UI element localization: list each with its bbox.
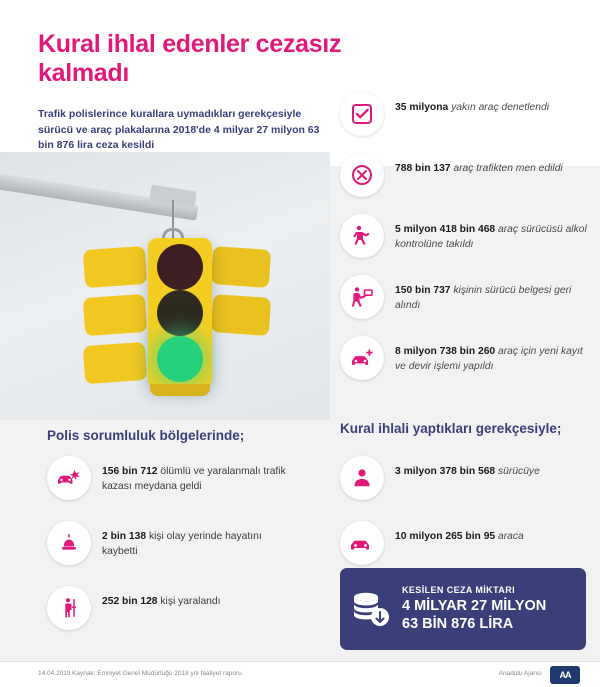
traffic-light-photo — [0, 152, 330, 420]
side-lamp-left-1 — [83, 246, 147, 288]
red-lamp — [157, 244, 203, 290]
list-item — [47, 456, 297, 500]
list-item — [47, 586, 297, 630]
list-item — [47, 521, 297, 565]
penalty-amount-line2: 63 BİN 876 LİRA — [402, 615, 514, 632]
injured-person-icon — [47, 586, 91, 630]
stat-label: araca — [498, 531, 524, 542]
left-section-heading: Polis sorumluluk bölgelerinde; — [47, 428, 245, 443]
list-item — [340, 336, 590, 380]
list-item — [340, 521, 590, 565]
page-subtitle: Trafik polislerince kurallara uymadıkları gerekçesiyle sürücü ve araç plakalarına 2018'de 4 milyar 27 milyon 63 bin 876 lira ceza kesildi — [38, 108, 320, 152]
list-item-text — [395, 92, 549, 116]
stat-value: 5 milyon 418 bin 468 — [395, 224, 496, 235]
list-item-text — [395, 275, 590, 314]
stat-label: araç için yeni kayıt ve devir işlemi yapıldı — [395, 346, 583, 372]
stat-value: 35 milyona — [395, 102, 449, 113]
stat-label: kişi yaralandı — [160, 596, 221, 607]
list-item-text — [395, 214, 590, 253]
stat-value: 150 bin 737 — [395, 285, 451, 296]
amber-lamp — [157, 290, 203, 336]
no-entry-icon — [340, 153, 384, 197]
stat-value: 252 bin 128 — [102, 596, 158, 607]
list-item — [340, 275, 590, 319]
list-item — [340, 456, 590, 500]
penalty-amount-box — [340, 568, 586, 650]
driver-icon — [340, 456, 384, 500]
side-lamp-right-1 — [211, 246, 272, 288]
license-revoke-icon — [340, 275, 384, 319]
checklist-icon — [340, 92, 384, 136]
stat-value: 3 milyon 378 bin 568 — [395, 466, 496, 477]
page-title: Kural ihlal edenler cezasız kalmadı — [38, 30, 342, 87]
bottom-left-stats-list — [47, 456, 297, 651]
stat-label: kişinin sürücü belgesi geri alındı — [395, 285, 572, 311]
right-section-heading: Kural ihlali yaptıkları gerekçesiyle; — [340, 421, 562, 436]
car-crash-icon — [47, 456, 91, 500]
stat-label: sürücüye — [498, 466, 540, 477]
stat-label: yakın araç denetlendi — [451, 102, 549, 113]
list-item — [340, 92, 590, 136]
car-plus-icon — [340, 336, 384, 380]
siren-icon — [47, 521, 91, 565]
side-lamp-left-3 — [83, 342, 147, 384]
footer-date: 14.04.2019 — [38, 670, 71, 677]
stat-value: 8 milyon 738 bin 260 — [395, 346, 496, 357]
bottom-right-stats-list — [340, 456, 590, 586]
side-lamp-left-2 — [83, 294, 147, 336]
stat-value: 788 bin 137 — [395, 163, 451, 174]
breathalyzer-icon — [340, 214, 384, 258]
footer-brand: Anadolu Ajansı — [498, 670, 542, 677]
list-item-text — [102, 456, 297, 495]
penalty-amount-line1: 4 MİLYAR 27 MİLYON — [402, 598, 547, 615]
list-item-text — [395, 456, 540, 480]
stat-value: 156 bin 712 — [102, 466, 158, 477]
aa-logo-icon: AA — [550, 666, 580, 684]
list-item-text — [395, 153, 563, 177]
coins-icon — [340, 588, 402, 630]
footer — [0, 661, 600, 687]
stat-label: kişi olay yerinde hayatını kaybetti — [102, 531, 262, 557]
stat-label: araç trafikten men edildi — [453, 163, 563, 174]
list-item-text — [395, 336, 590, 375]
penalty-label: KESİLEN CEZA MİKTARI — [402, 585, 515, 596]
list-item-text — [102, 521, 297, 560]
list-item-text — [395, 521, 524, 545]
side-lamp-right-2 — [211, 294, 272, 336]
stat-value: 2 bin 138 — [102, 531, 147, 542]
stat-value: 10 milyon 265 bin 95 — [395, 531, 496, 542]
stat-label: ölümlü ve yaralanmalı trafik kazası meydana geldi — [102, 466, 286, 492]
top-stats-list — [340, 92, 590, 397]
traffic-light-housing — [148, 238, 212, 388]
housing-bottom — [150, 384, 210, 396]
list-item — [340, 153, 590, 197]
green-lamp — [157, 336, 203, 382]
car-icon — [340, 521, 384, 565]
footer-source: Kaynak: Emniyet Genel Müdürlüğü 2018 yılı faaliyet raporu — [72, 670, 242, 677]
list-item — [340, 214, 590, 258]
list-item-text — [102, 586, 221, 610]
stat-label: araç sürücüsü alkol kontrolüne takıldı — [395, 224, 587, 250]
